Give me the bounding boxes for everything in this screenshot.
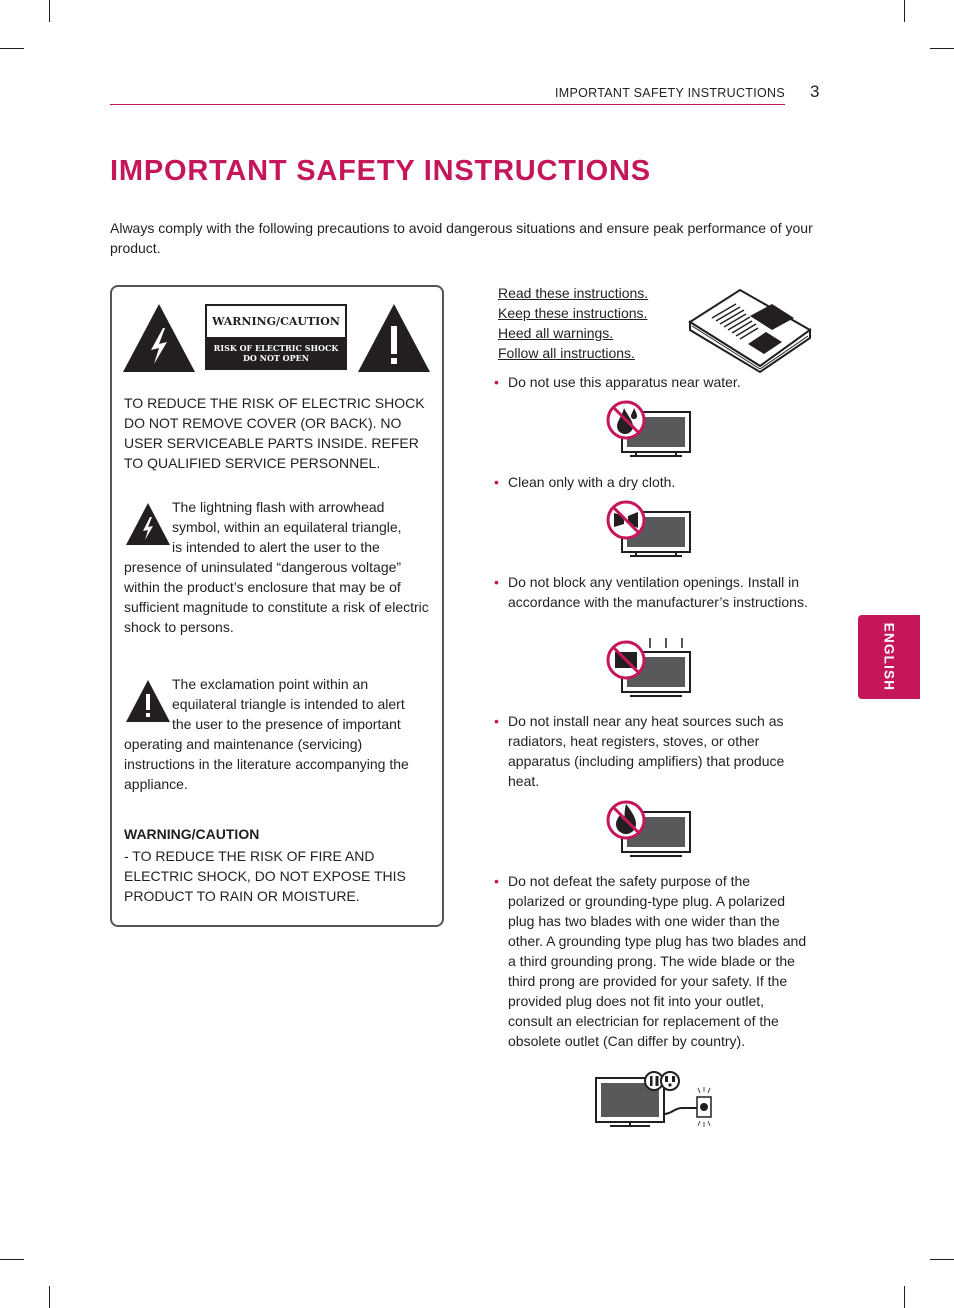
page-number: 3 [810,82,820,101]
crop-mark [904,0,905,22]
exclamation-desc-rest: operating and maintenance (servicing) instructions in the literature accompanying the appliance. [124,736,409,792]
bullet-dot: • [494,474,499,490]
bullet-dot: • [494,873,499,889]
bullet-text: Do not install near any heat sources such as radiators, heat registers, stoves, or other apparatus (including amplifiers) that produce heat. [508,713,785,789]
crop-mark [49,0,50,22]
crop-mark [0,1259,24,1260]
lightning-desc-rest: presence of uninsulated “dangerous voltage” within the product’s enclosure that may be of sufficient magnitude to constitute a risk of electric shock to persons. [124,559,429,635]
lightning-warning-icon [123,304,195,372]
bullet-text: Do not defeat the safety purpose of the polarized or grounding-type plug. A polarized plug has two blades with one wider than the other. A grounding type plug has two blades and a third grounding prong. The wide blade or the third prong are provided for your safety. If the provided plug does not fit into your outlet, consult an electrician for replacement of the obsolete outlet (Can differ by country). [508,873,807,1049]
read-line: Keep these instructions. [498,305,648,321]
intro-paragraph: Always comply with the following precautions to avoid dangerous situations and ensure peak performance of your product. [110,220,813,256]
bullet-text: Do not block any ventilation openings. Install in accordance with the manufacturer’s instructions. [508,574,808,610]
bullet-text: Clean only with a dry cloth. [508,474,676,490]
warning-label-title: WARNING/CAUTION [212,315,340,328]
read-line: Heed all warnings. [498,325,614,341]
exclamation-desc-line3: the user to the presence of important [172,716,401,732]
warning-label-subtitle [207,337,345,368]
no-water-icon [606,400,692,458]
shock-warning-text: TO REDUCE THE RISK OF ELECTRIC SHOCK DO NOT REMOVE COVER (OR BACK). NO USER SERVICEABLE PARTS INSIDE. REFER TO QUALIFIED SERVICE PERSONNEL. [124,395,425,471]
read-instructions-list [498,283,648,363]
running-header [110,84,785,105]
read-line: Read these instructions. [498,285,649,301]
no-heat-icon [606,798,692,858]
lightning-small-icon [126,503,170,545]
no-blocking-icon [606,636,692,698]
exclamation-desc-line2: equilateral triangle is intended to alert [172,696,405,712]
language-tab-label: ENGLISH [881,622,897,692]
lightning-desc-line3: is intended to alert the user to the [172,539,380,555]
exclamation-small-icon [126,680,170,722]
warning-label-line2: DO NOT OPEN [242,353,310,363]
running-title: IMPORTANT SAFETY INSTRUCTIONS [554,86,785,100]
bullet-dot: • [494,574,499,590]
bullet-dot: • [494,713,499,729]
read-line: Follow all instructions. [498,345,635,361]
plug-outlet-icon [594,1064,716,1130]
warning-label-line1: RISK OF ELECTRIC SHOCK [213,343,339,353]
crop-mark [930,1259,954,1260]
page-title: IMPORTANT SAFETY INSTRUCTIONS [110,155,651,187]
warning-label [205,304,347,370]
language-tab [858,615,920,699]
warning-caution-body: - TO REDUCE THE RISK OF FIRE AND ELECTRIC SHOCK, DO NOT EXPOSE THIS PRODUCT TO RAIN OR MOISTURE. [124,848,406,904]
crop-mark [930,48,954,49]
lightning-desc-line1: The lightning flash with arrowhead [172,499,385,515]
bullet-text: Do not use this apparatus near water. [508,374,741,390]
exclamation-desc-line1: The exclamation point within an [172,676,369,692]
warning-caution-title: WARNING/CAUTION [124,826,260,842]
bullet-dot: • [494,374,499,390]
crop-mark [49,1286,50,1308]
crop-mark [0,48,24,49]
manual-book-icon [686,286,814,372]
exclamation-warning-icon [358,304,430,372]
crop-mark [904,1286,905,1308]
no-spray-icon [606,500,692,558]
lightning-desc-line2: symbol, within an equilateral triangle, [172,519,402,535]
